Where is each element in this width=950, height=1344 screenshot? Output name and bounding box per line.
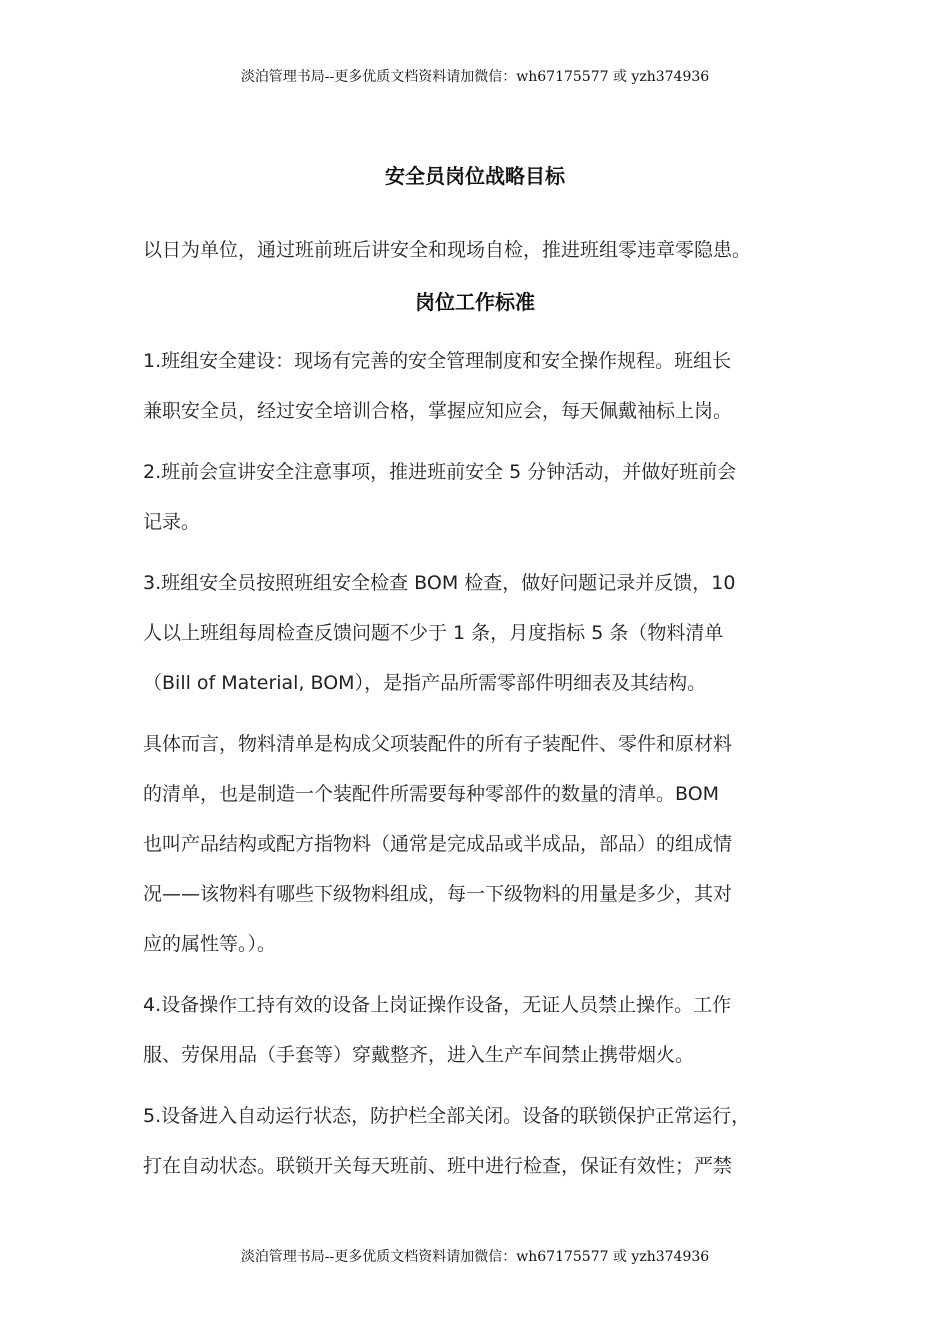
paragraph-gap: [143, 436, 823, 447]
paragraph-5: [143, 980, 823, 1080]
paragraph-1: [143, 336, 823, 436]
goal-text: [143, 225, 823, 275]
paragraph-line: （Bill of Material, BOM），是指产品所需零部件明细表及其结构。: [143, 672, 707, 694]
paragraph-line: 人以上班组每周检查反馈问题不少于 1 条，月度指标 5 条（物料清单: [143, 622, 724, 644]
paragraph-line: 记录。: [143, 511, 201, 533]
paragraph-gap: [143, 969, 823, 980]
paragraph-gap: [143, 1080, 823, 1091]
section-title-strategic-goal: 安全员岗位战略目标: [385, 164, 565, 188]
paragraph-line: 2.班前会宣讲安全注意事项，推进班前安全 5 分钟活动，并做好班前会: [143, 461, 737, 483]
paragraph-line: 况——该物料有哪些下级物料组成，每一下级物料的用量是多少，其对: [143, 883, 733, 905]
paragraph-gap: [143, 708, 823, 719]
page-header: 淡泊管理书局--更多优质文档资料请加微信：wh67175577 或 yzh374936: [240, 69, 710, 85]
paragraph-line: 兼职安全员，经过安全培训合格，掌握应知应会，每天佩戴袖标上岗。: [143, 400, 733, 422]
paragraph-line: 4.设备操作工持有效的设备上岗证操作设备，无证人员禁止操作。工作: [143, 994, 732, 1016]
paragraph-line: 应的属性等。）。: [143, 933, 277, 955]
paragraph-4: [143, 719, 823, 969]
paragraph-6: [143, 1091, 823, 1191]
paragraph-3: [143, 558, 823, 708]
paragraph-line: 1.班组安全建设：现场有完善的安全管理制度和安全操作规程。班组长: [143, 350, 732, 372]
paragraph-line: 服、劳保用品（手套等）穿戴整齐，进入生产车间禁止携带烟火。: [143, 1044, 695, 1066]
goal-line: 以日为单位，通过班前班后讲安全和现场自检，推进班组零违章零隐患。: [143, 239, 752, 261]
paragraph-line: 5.设备进入自动运行状态，防护栏全部关闭。设备的联锁保护正常运行，: [143, 1105, 751, 1127]
paragraph-line: 具体而言，物料清单是构成父项装配件的所有子装配件、零件和原材料: [143, 733, 733, 755]
document-body: [143, 336, 823, 1191]
paragraph-2: [143, 447, 823, 547]
paragraph-gap: [143, 547, 823, 558]
paragraph-line: 打在自动状态。联锁开关每天班前、班中进行检查，保证有效性；严禁: [143, 1155, 733, 1177]
paragraph-line: 的清单，也是制造一个装配件所需要每种零部件的数量的清单。BOM: [143, 783, 720, 805]
section-title-work-standards: 岗位工作标准: [415, 290, 535, 314]
page-footer: 淡泊管理书局--更多优质文档资料请加微信：wh67175577 或 yzh374936: [240, 1249, 710, 1265]
paragraph-line: 也叫产品结构或配方指物料（通常是完成品或半成品，部品）的组成情: [143, 833, 733, 855]
paragraph-line: 3.班组安全员按照班组安全检查 BOM 检查，做好问题记录并反馈，10: [143, 572, 736, 594]
